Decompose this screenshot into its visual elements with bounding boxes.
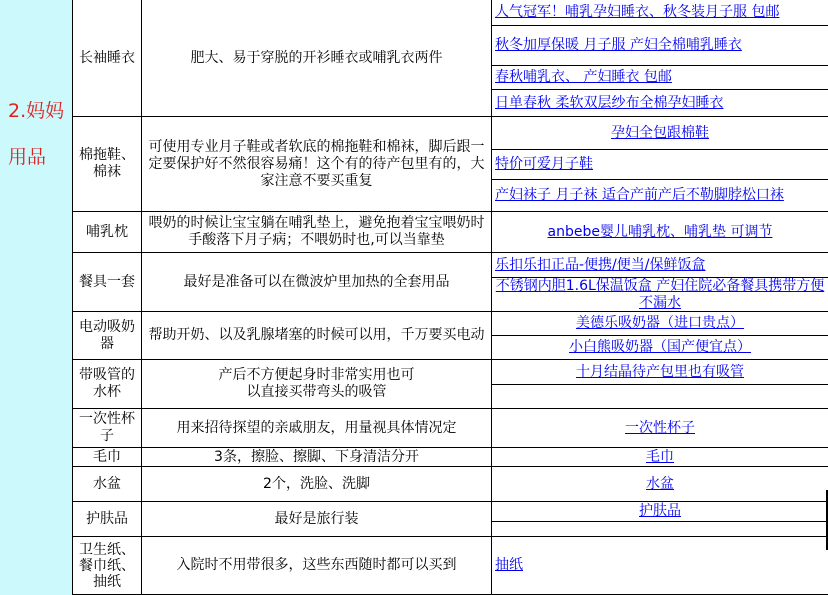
item-description: 入院时不用带很多，这些东西随时都可以买到	[142, 537, 492, 595]
link-cell	[492, 360, 828, 385]
link-cell	[492, 409, 828, 448]
section-title: 2.妈妈用品	[8, 100, 65, 168]
link-cell	[492, 117, 828, 150]
product-link[interactable]: 孕妇全包跟棉鞋	[611, 124, 709, 141]
link-cell	[492, 26, 828, 66]
item-label: 护肤品	[73, 502, 142, 537]
item-description: 最好是准备可以在微波炉里加热的全套用品	[142, 253, 492, 312]
product-link[interactable]: 一次性杯子	[625, 419, 695, 436]
item-description: 3条，擦脸、擦脚、下身清洁分开	[142, 448, 492, 467]
item-label: 餐具一套	[73, 253, 142, 312]
product-link[interactable]: 毛巾	[646, 448, 674, 465]
item-label: 长袖睡衣	[73, 0, 142, 117]
product-link[interactable]: 抽纸	[495, 557, 523, 573]
link-cell	[492, 0, 828, 26]
link-cell	[492, 467, 828, 502]
link-cell	[492, 90, 828, 117]
link-cell	[492, 278, 828, 312]
empty-cell	[492, 385, 828, 409]
item-description: 喂奶的时候让宝宝躺在哺乳垫上，避免抱着宝宝喂奶时手酸落下月子病；不喂奶时也,可以当靠垫	[142, 212, 492, 253]
item-description: 可使用专业月子鞋或者软底的棉拖鞋和棉袜，脚后跟一定要保护好不然很容易痛！这个有的待产包里有的，大家注意不要买重复	[142, 117, 492, 212]
product-link[interactable]: 护肤品	[639, 503, 681, 519]
item-description: 用来招待探望的亲戚朋友，用量视具体情况定	[142, 409, 492, 448]
product-link[interactable]: 春秋哺乳衣、 产妇睡衣 包邮	[495, 69, 672, 85]
link-cell	[492, 312, 828, 336]
item-label: 毛巾	[73, 448, 142, 467]
link-cell	[492, 150, 828, 180]
link-cell	[492, 502, 828, 522]
section-sidebar	[0, 0, 73, 595]
product-link[interactable]: 小白熊吸奶器（国产便宜点）	[569, 339, 751, 355]
product-link[interactable]: 秋冬加厚保暖 月子服 产妇全棉哺乳睡衣	[495, 37, 742, 53]
item-label: 卫生纸、餐巾纸、抽纸	[73, 537, 142, 595]
product-link[interactable]: 美德乐吸奶器（进口贵点）	[576, 315, 744, 331]
link-cell	[492, 336, 828, 360]
item-label: 哺乳枕	[73, 212, 142, 253]
product-link[interactable]: 特价可爱月子鞋	[495, 156, 593, 172]
product-link[interactable]: 水盆	[646, 475, 674, 492]
item-description: 肥大、易于穿脱的开衫睡衣或哺乳衣两件	[142, 0, 492, 117]
product-link[interactable]: 不锈钢内胆1.6L保温饭盒 产妇住院必备餐具携带方便 不漏水	[495, 278, 825, 311]
link-cell	[492, 448, 828, 467]
item-label: 棉拖鞋、棉袜	[73, 117, 142, 212]
item-description: 帮助开奶、以及乳腺堵塞的时候可以用，千万要买电动	[142, 312, 492, 360]
product-link[interactable]: anbebe婴儿哺乳枕、哺乳垫 可调节	[547, 223, 773, 240]
product-link[interactable]: 人气冠军！哺乳孕妇睡衣、秋冬装月子服 包邮	[495, 4, 780, 20]
item-label: 电动吸奶器	[73, 312, 142, 360]
product-link[interactable]: 日单春秋 柔软双层纱布全棉孕妇睡衣	[495, 94, 724, 111]
item-description: 2个，洗脸、洗脚	[142, 467, 492, 502]
item-label: 水盆	[73, 467, 142, 502]
link-cell	[492, 180, 828, 212]
item-description: 最好是旅行装	[142, 502, 492, 537]
product-link[interactable]: 乐扣乐扣正品-便携/便当/保鲜饭盒	[495, 256, 706, 273]
product-link[interactable]: 十月结晶待产包里也有吸管	[576, 363, 744, 380]
link-cell	[492, 212, 828, 253]
product-link[interactable]: 产妇袜子 月子袜 适合产前产后不勒脚脖松口袜	[495, 187, 784, 203]
empty-cell	[492, 522, 828, 537]
item-description: 产后不方便起身时非常实用也可以直接买带弯头的吸管	[142, 360, 492, 409]
item-label: 带吸管的水杯	[73, 360, 142, 409]
item-label: 一次性杯子	[73, 409, 142, 448]
link-cell	[492, 537, 828, 595]
link-cell	[492, 66, 828, 90]
link-cell	[492, 253, 828, 278]
